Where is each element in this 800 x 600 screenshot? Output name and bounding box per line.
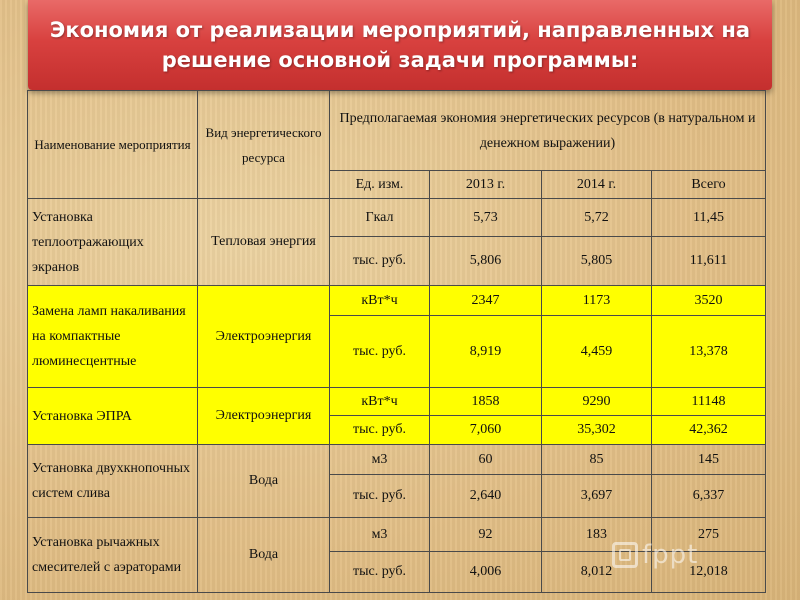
value-2014: 5,805 (542, 237, 652, 286)
resource-type: Электроэнергия (198, 388, 330, 445)
value-total: 145 (652, 445, 766, 475)
measure-name: Замена ламп накаливания на компактные люминесцентные (28, 286, 198, 388)
value-2014: 3,697 (542, 475, 652, 518)
value-2014: 1173 (542, 286, 652, 316)
value-2013: 4,006 (430, 552, 542, 593)
value-2013: 92 (430, 518, 542, 552)
title-banner (28, 0, 772, 90)
unit-cell: кВт*ч (330, 286, 430, 316)
table-header-row (28, 91, 766, 171)
value-total: 275 (652, 518, 766, 552)
value-2014: 4,459 (542, 316, 652, 388)
measure-name: Установка двухкнопочных систем слива (28, 445, 198, 518)
resource-type: Вода (198, 518, 330, 593)
header-total: Всего (652, 171, 766, 199)
value-2014: 8,012 (542, 552, 652, 593)
unit-cell: тыс. руб. (330, 316, 430, 388)
value-total: 11,45 (652, 199, 766, 237)
unit-cell: м3 (330, 518, 430, 552)
value-2014: 35,302 (542, 416, 652, 445)
value-2013: 7,060 (430, 416, 542, 445)
unit-cell: тыс. руб. (330, 237, 430, 286)
value-2014: 183 (542, 518, 652, 552)
value-2014: 85 (542, 445, 652, 475)
value-2013: 1858 (430, 388, 542, 416)
table-row (28, 286, 766, 316)
value-2014: 5,72 (542, 199, 652, 237)
table-row (28, 199, 766, 237)
unit-cell: м3 (330, 445, 430, 475)
value-2013: 2,640 (430, 475, 542, 518)
value-total: 12,018 (652, 552, 766, 593)
resource-type: Электроэнергия (198, 286, 330, 388)
savings-table (27, 90, 766, 593)
unit-cell: Гкал (330, 199, 430, 237)
value-total: 11148 (652, 388, 766, 416)
header-name: Наименование мероприятия (28, 91, 198, 199)
header-unit: Ед. изм. (330, 171, 430, 199)
measure-name: Установка ЭПРА (28, 388, 198, 445)
value-total: 3520 (652, 286, 766, 316)
measure-name: Установка рычажных смесителей с аэраторами (28, 518, 198, 593)
value-2013: 8,919 (430, 316, 542, 388)
watermark-text: fppt (642, 540, 699, 570)
header-resource: Вид энергетического ресурса (198, 91, 330, 199)
resource-type: Тепловая энергия (198, 199, 330, 286)
unit-cell: тыс. руб. (330, 552, 430, 593)
header-2013: 2013 г. (430, 171, 542, 199)
measure-name: Установка теплоотражающих экранов (28, 199, 198, 286)
unit-cell: тыс. руб. (330, 416, 430, 445)
header-2014: 2014 г. (542, 171, 652, 199)
table-row (28, 445, 766, 475)
unit-cell: тыс. руб. (330, 475, 430, 518)
value-2013: 2347 (430, 286, 542, 316)
value-2013: 5,806 (430, 237, 542, 286)
slide-logo-icon (612, 542, 638, 568)
table-row (28, 388, 766, 416)
value-total: 13,378 (652, 316, 766, 388)
value-2014: 9290 (542, 388, 652, 416)
value-total: 11,611 (652, 237, 766, 286)
header-savings: Предполагаемая экономия энергетических ресурсов (в натуральном и денежном выражении) (330, 91, 766, 171)
value-total: 42,362 (652, 416, 766, 445)
value-2013: 5,73 (430, 199, 542, 237)
page-title: Экономия от реализации мероприятий, направленных на решение основной задачи программы: (49, 18, 751, 72)
resource-type: Вода (198, 445, 330, 518)
value-2013: 60 (430, 445, 542, 475)
watermark (612, 540, 698, 570)
value-total: 6,337 (652, 475, 766, 518)
unit-cell: кВт*ч (330, 388, 430, 416)
